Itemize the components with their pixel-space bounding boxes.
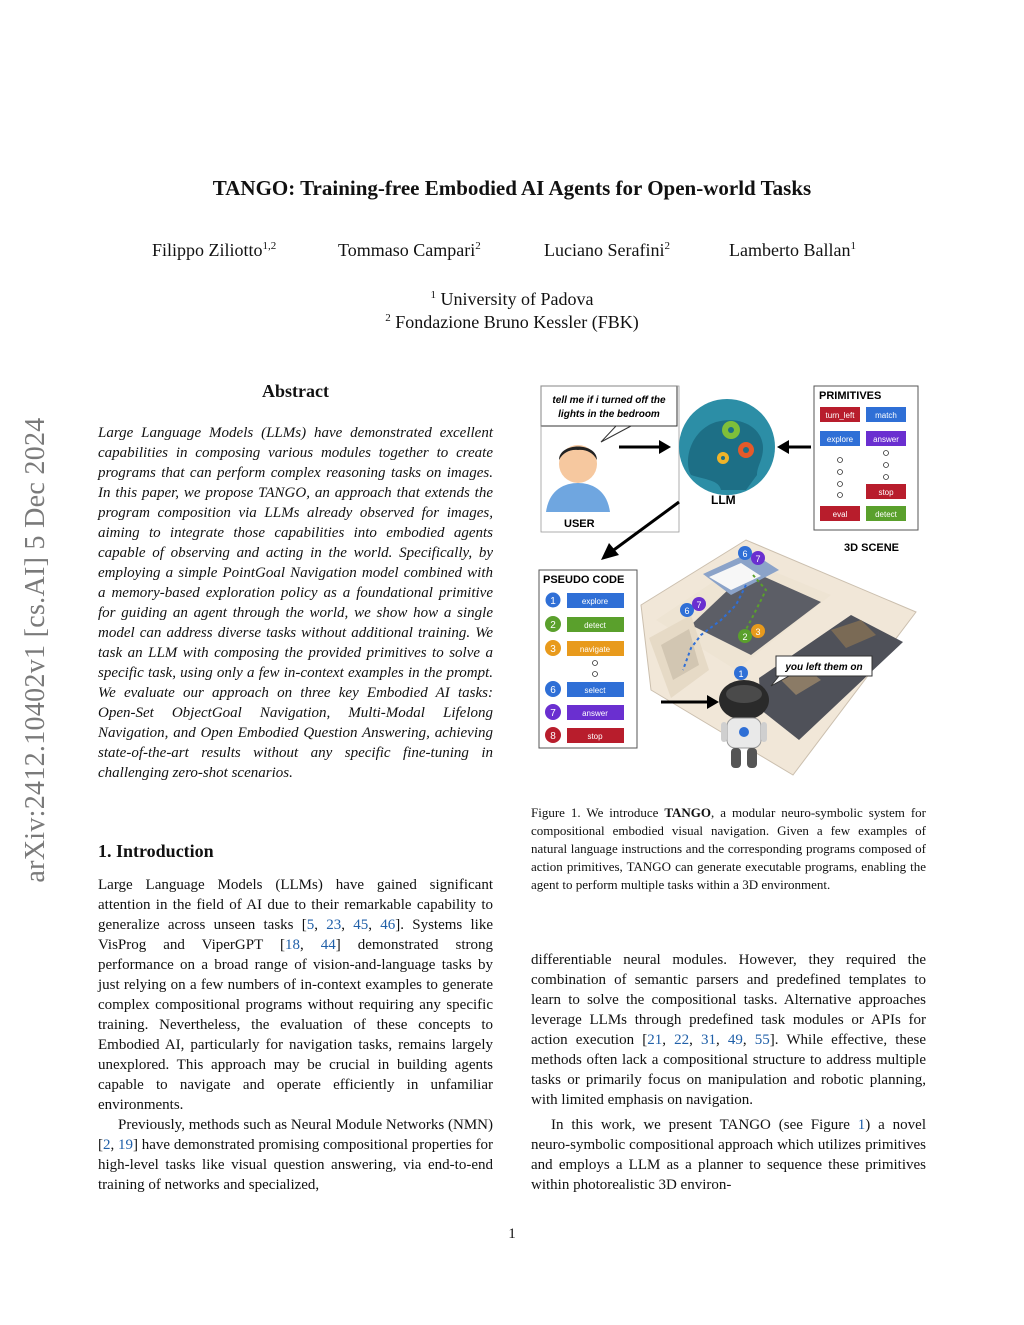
citation-link[interactable]: 21 [647,1032,663,1048]
step-op-detect: detect [584,621,606,630]
step-number: 1 [550,596,556,607]
step-op-stop: stop [587,732,603,741]
affiliation-1: $^1$ University of Padova [430,289,594,309]
primitive-explore: explore [826,435,854,444]
introduction-heading: 1. Introduction [98,841,214,861]
figure-1 [531,380,926,790]
scene-marker: 3 [755,627,761,637]
llm-label: LLM [711,493,736,507]
scene-label: 3D SCENE [844,542,900,554]
step-number: 3 [550,644,556,655]
pseudo-code-title: PSEUDO CODE [543,574,625,586]
step-number: 6 [550,685,556,696]
citation-link[interactable]: 23 [326,917,342,933]
step-number: 7 [550,708,556,719]
introduction-body [98,875,493,1195]
right-paragraph-2: In this work, we present TANGO (see Figure 1) a novel neuro-symbolic compositional approach which utilizes primitives and employs a LLM as a planner to sequence these primitives within photorealistic 3D environ- [531,1117,926,1193]
step-op-select: select [584,686,606,695]
primitive-eval: eval [832,510,848,519]
primitives-title: PRIMITIVES [819,390,882,402]
citation-link[interactable]: 46 [380,917,396,933]
primitive-answer: answer [873,435,899,444]
right-paragraph-1: differentiable neural modules. However, they required the combination of semantic parsers and predefined templates to learn to solve the compositional tasks. Alternative approaches leverage LLMs through predefined task modules or APIs for action execution [21, 22, 31, 49, 55]. While effective, these methods often lack a compositional structure to address multiple tasks or primarily focus on manipulation and robotic planning, with limited emphasis on navigation. [531,952,927,1108]
abstract-heading: Abstract [262,381,329,401]
arrow-user-to-llm [619,440,671,454]
primitives-panel [814,386,918,530]
citation-link[interactable]: 19 [118,1137,134,1153]
affiliation-2: $^2$ Fondazione Bruno Kessler (FBK) [385,312,639,332]
intro-paragraph-2: Previously, methods such as Neural Module Networks (NMN) [2, 19] have demonstrated promising compositional properties for high-level tasks like visual question answering, via end-to-end training of networks and specialized, [98,1117,493,1193]
step-number: 8 [550,731,556,742]
author-4: Lamberto Ballan$^1$ [729,240,856,260]
citation-link[interactable]: 18 [284,937,300,953]
page-number: 1 [508,1226,516,1242]
arrow-primitives-to-llm [777,440,811,454]
robot-speech-text: you left them on [785,662,863,673]
scene-marker: 7 [755,554,761,564]
author-list [0,240,1024,266]
step-number: 2 [550,620,556,631]
intro-paragraph-1: Large Language Models (LLMs) have gained significant attention in the field of AI due to their remarkable capability to generalize across unseen tasks [5, 23, 45, 46]. Systems like VisProg and ViperGPT [18, 44] demonstrated strong performance on a broad range of vision-and-language tasks by just relying on a few numbers of in-context examples to generate complex compositional programs without requiring any specific training. Nevertheless, the evaluation of these concepts to Embodied AI, particularly for navigation tasks, remains largely unexplored. This approach may be crucial in building agents capable to navigate and operate efficiently in unfamiliar environments. [98,877,493,1113]
figure-1-caption: Figure 1. We introduce TANGO, a modular neuro-symbolic system for compositional embodied visual navigation. Given a few examples of natural language instructions and the corresponding programs composed of action primitives, TANGO can generate executable programs, enabling the agent to perform multiple tasks within a 3D environment. [531,805,926,892]
user-label: USER [564,518,595,530]
arrow-llm-to-code [601,502,679,560]
author-3: Luciano Serafini$^2$ [544,240,670,260]
citation-link[interactable]: 5 [306,917,315,933]
user-query-line-2: lights in the bedroom [558,409,660,420]
author-1: Filippo Ziliotto$^{1,2}$ [152,240,277,260]
citation-link[interactable]: 45 [353,917,369,933]
primitive-detect: detect [875,510,897,519]
scene-marker: 6 [742,549,748,559]
step-op-navigate: navigate [579,645,611,654]
user-avatar-icon [546,445,610,512]
primitive-stop: stop [878,488,894,497]
citation-link[interactable]: 55 [754,1032,770,1048]
llm-brain-icon [679,399,775,495]
scene-marker: 1 [738,669,744,679]
user-query-line-1: tell me if i turned off the [552,395,666,406]
citation-link[interactable]: 44 [320,937,336,953]
user-query-bubble [541,386,677,442]
figure-reference-link[interactable]: 1 [857,1117,866,1133]
citation-link[interactable]: 31 [701,1032,716,1048]
paper-title: TANGO: Training-free Embodied AI Agents for Open-world Tasks [212,176,812,200]
scene-marker: 2 [742,632,748,642]
author-2: Tommaso Campari$^2$ [338,240,481,260]
step-op-explore: explore [581,597,609,606]
pseudo-code-panel [539,570,637,748]
abstract-text: Large Language Models (LLMs) have demonstrated excellent capabilities in composing various modules together to create programs that can perform complex reasoning tasks on images. In this paper, we propose TANGO, an approach that extends the program composition via LLMs already observed for images, aiming to integrate those capabilities into embodied agents capable of observing and acting in the world. Specifically, by employing a simple PointGoal Navigation model combined with a memory-based exploration policy as a foundational primitive for guiding an agent through the world, we show how a single model can address diverse tasks without additional training. We task an LLM with composing the provided primitives to solve a specific task, using only a few in-context examples in the prompt. We evaluate our approach on three key Embodied AI tasks: Open-Set ObjectGoal Navigation, Multi-Modal Lifelong Navigation, and Open Embodied Question Answering, achieving state-of-the-art results without any specific fine-tuning in challenging zero-shot scenarios. [98,425,493,781]
primitive-turn-left: turn_left [825,411,855,420]
scene-marker: 6 [684,606,690,616]
citation-link[interactable]: 2 [103,1137,111,1153]
scene-marker: 7 [696,600,702,610]
citation-link[interactable]: 49 [727,1032,743,1048]
arxiv-stamp: arXiv:2412.10402v1 [cs.AI] 5 Dec 2024 [20,417,51,883]
right-column-body [531,950,926,1195]
step-op-answer: answer [582,709,608,718]
citation-link[interactable]: 22 [674,1032,690,1048]
primitive-match: match [875,411,897,420]
